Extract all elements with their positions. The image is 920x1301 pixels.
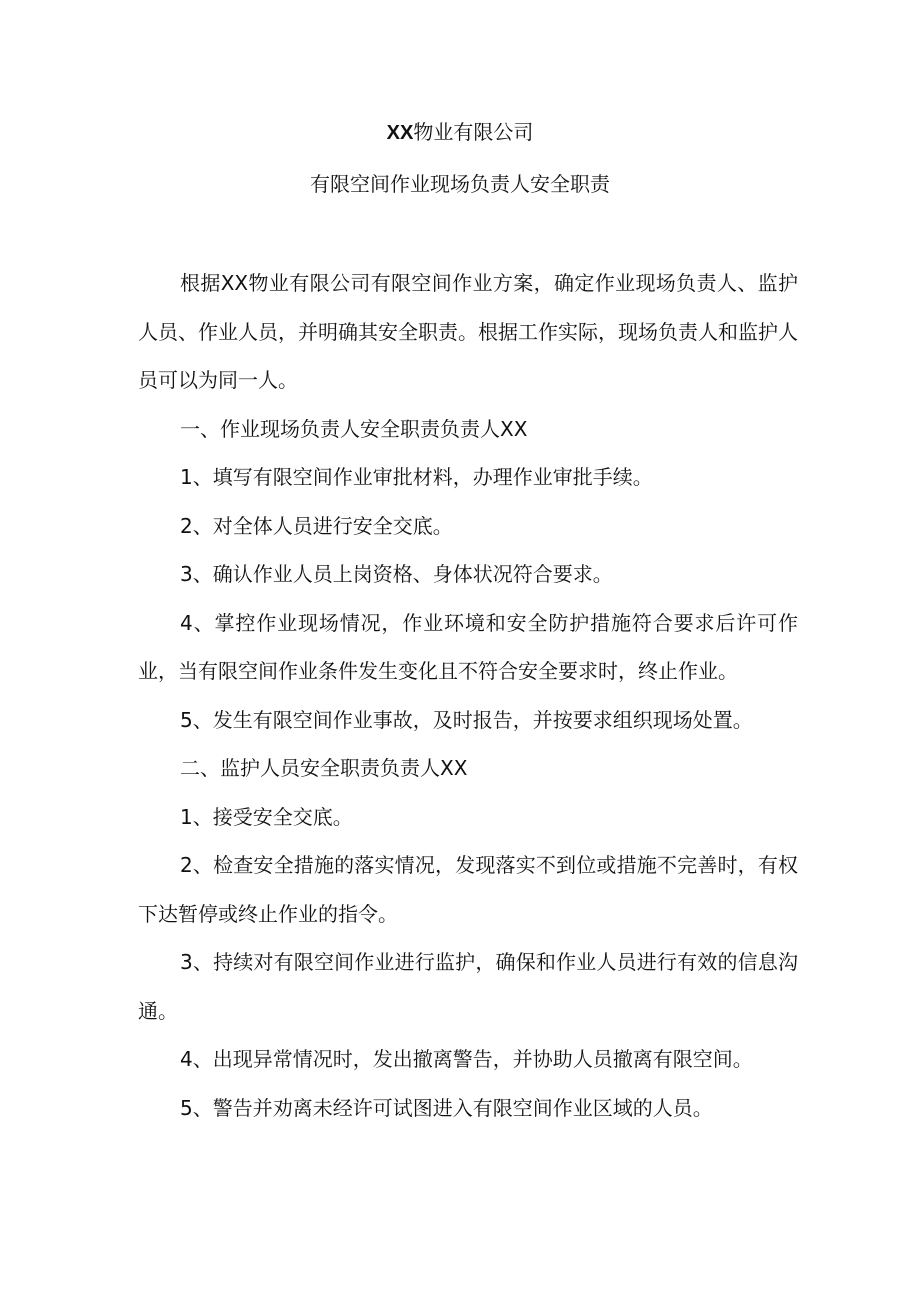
section-2-item-2: 2、检查安全措施的落实情况，发现落实不到位或措施不完善时，有权下达暂停或终止作业的指令。 [138, 853, 798, 926]
section-2-item-5: 5、警告并劝离未经许可试图进入有限空间作业区域的人员。 [180, 1095, 713, 1120]
section-1-heading: 一、作业现场负责人安全职责负责人XX [180, 416, 528, 441]
document-title: 有限空间作业现场负责人安全职责 [310, 172, 610, 196]
section-1-item-1: 1、填写有限空间作业审批材料，办理作业审批手续。 [180, 465, 653, 489]
section-1-item-4: 4、掌控作业现场情况，作业环境和安全防护措施符合要求后许可作业，当有限空间作业条件发生变化且不符合安全要求时，终止作业。 [138, 610, 798, 683]
section-2-heading: 二、监护人员安全职责负责人XX [180, 756, 468, 780]
section-1-item-2: 2、对全体人员进行安全交底。 [180, 513, 453, 538]
section-2-item-4: 4、出现异常情况时，发出撤离警告，并协助人员撤离有限空间。 [180, 1047, 753, 1071]
company-title-prefix: XX [386, 122, 414, 144]
company-title-name: 物业有限公司 [413, 120, 534, 144]
company-title [0, 120, 920, 145]
section-2-item-3: 3、持续对有限空间作业进行监护，确保和作业人员进行有效的信息沟通。 [138, 950, 798, 1023]
section-1-item-3: 3、确认作业人员上岗资格、身体状况符合要求。 [180, 562, 613, 586]
section-2-item-1: 1、接受安全交底。 [180, 804, 353, 829]
intro-paragraph: 根据XX物业有限公司有限空间作业方案，确定作业现场负责人、监护人员、作业人员，并明确其安全职责。根据工作实际，现场负责人和监护人员可以为同一人。 [138, 271, 798, 392]
section-1-item-5: 5、发生有限空间作业事故，及时报告，并按要求组织现场处置。 [180, 707, 753, 732]
document-body [138, 259, 798, 1132]
